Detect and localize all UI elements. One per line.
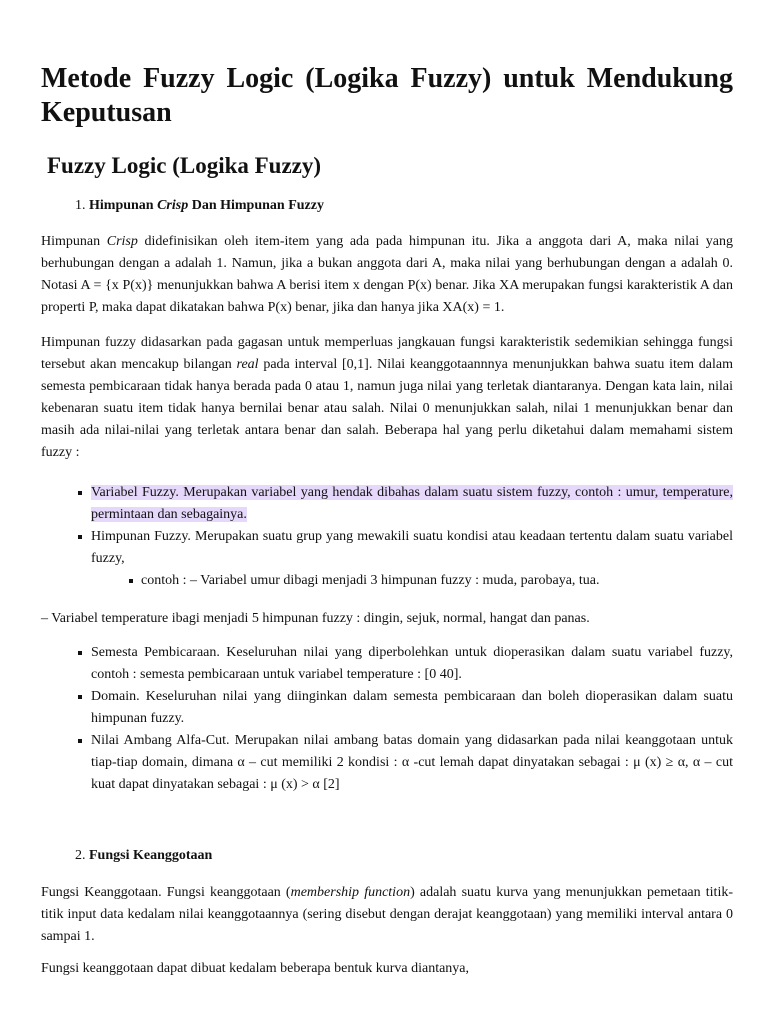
list-item (91, 526, 733, 592)
dash-line: – Variabel temperature ibagi menjadi 5 himpunan fuzzy : dingin, sejuk, normal, hangat dan panas. (41, 611, 590, 626)
text-italic: Crisp (106, 234, 138, 249)
section-number-1: 1. (75, 198, 86, 213)
sublist-item: contoh : – Variabel umur dibagi menjadi 3 himpunan fuzzy : muda, parobaya, tua. (141, 570, 733, 592)
section-subtitle: Fuzzy Logic (Logika Fuzzy) (47, 153, 322, 178)
paragraph-membership (41, 882, 733, 948)
heading-part: Himpunan (89, 198, 158, 213)
heading-part: Dan Himpunan Fuzzy (188, 198, 324, 213)
heading-italic: Crisp (157, 198, 189, 213)
section-heading-2 (75, 846, 733, 866)
text-italic: real (236, 357, 259, 372)
text-run: Himpunan (41, 234, 107, 249)
paragraph-crisp (41, 231, 733, 319)
section-number-2: 2. (75, 848, 86, 863)
section-heading-2-text: Fungsi Keanggotaan (89, 848, 213, 863)
article (41, 62, 733, 980)
text-run: Fungsi Keanggotaan. Fungsi keanggotaan ( (41, 885, 291, 900)
paragraph-fuzzy (41, 332, 733, 464)
list-item-text: Himpunan Fuzzy. Merupakan suatu grup yang mewakili suatu kondisi atau keadaan tertentu dalam suatu variabel fuzzy, (91, 529, 733, 566)
text-run: didefinisikan oleh item-item yang ada pada himpunan itu. Jika a anggota dari A, maka nilai yang berhubungan dengan a adalah 1. Namun, jika a bukan anggota dari A, maka nilai yang berhubungan dengan a adalah 0. Notasi A = {x P(x)} menunjukkan bahwa A berisi item x dengan P(x) benar. Jika XA merupakan fungsi karakteristik A dan properti P, maka dapat dikatakan bahwa P(x) benar, jika dan hanya jika XA(x) = 1. (41, 234, 733, 315)
text-run: Himpunan fuzzy didasarkan pada gagasan untuk memperluas jangkauan fungsi karakteristik sedemikian sehingga fungsi tersebut akan mencakup bilangan (41, 335, 733, 372)
paragraph-curves: Fungsi keanggotaan dapat dibuat kedalam beberapa bentuk kurva diantanya, (41, 961, 470, 976)
bullet-list-1 (41, 482, 733, 592)
list-item (91, 482, 733, 526)
text-italic: membership function (290, 885, 411, 900)
section-heading-1-text (89, 198, 324, 213)
highlighted-text: Variabel Fuzzy. Merupakan variabel yang hendak dibahas dalam suatu sistem fuzzy, contoh : umur, temperature, permintaan dan sebagainya. (91, 485, 733, 522)
bullet-list-2 (41, 642, 733, 796)
list-item: Nilai Ambang Alfa-Cut. Merupakan nilai ambang batas domain yang didasarkan pada nilai keanggotaan untuk tiap-tiap domain, dimana α – cut memiliki 2 kondisi : α -cut lemah dapat dinyatakan sebagai : μ (x) ≥ α, α – cut kuat dapat dinyatakan sebagai : μ (x) > α [2] (91, 730, 733, 796)
list-item: Semesta Pembicaraan. Keseluruhan nilai yang diperbolehkan untuk dioperasikan dalam suatu variabel fuzzy, contoh : semesta pembicaraan untuk variabel temperature : [0 40]. (91, 642, 733, 686)
page-title: Metode Fuzzy Logic (Logika Fuzzy) untuk Mendukung Keputusan (41, 63, 733, 128)
list-item: Domain. Keseluruhan nilai yang diinginkan dalam semesta pembicaraan dan boleh dioperasikan dalam suatu himpunan fuzzy. (91, 686, 733, 730)
text-run: pada interval [0,1]. Nilai keanggotaannnya menunjukkan bahwa suatu item dalam semesta pembicaraan tidak hanya berada pada 0 atau 1, namun juga nilai yang terletak diantaranya. Dengan kata lain, nilai kebenaran suatu item tidak hanya bernilai benar atau salah. Nilai 0 menunjukkan salah, nilai 1 menunjukkan benar dan masih ada nilai-nilai yang terletak antara benar dan salah. Beberapa hal yang perlu diketahui dalam memahami sistem fuzzy : (41, 357, 733, 460)
bullet-sublist (91, 570, 733, 592)
section-heading-1 (75, 196, 733, 216)
text-run: ) adalah suatu kurva yang menunjukkan pemetaan titik-titik input data kedalam nilai keanggotaannya (sering disebut dengan derajat keanggotaan) yang memiliki interval antara 0 sampai 1. (41, 885, 733, 944)
